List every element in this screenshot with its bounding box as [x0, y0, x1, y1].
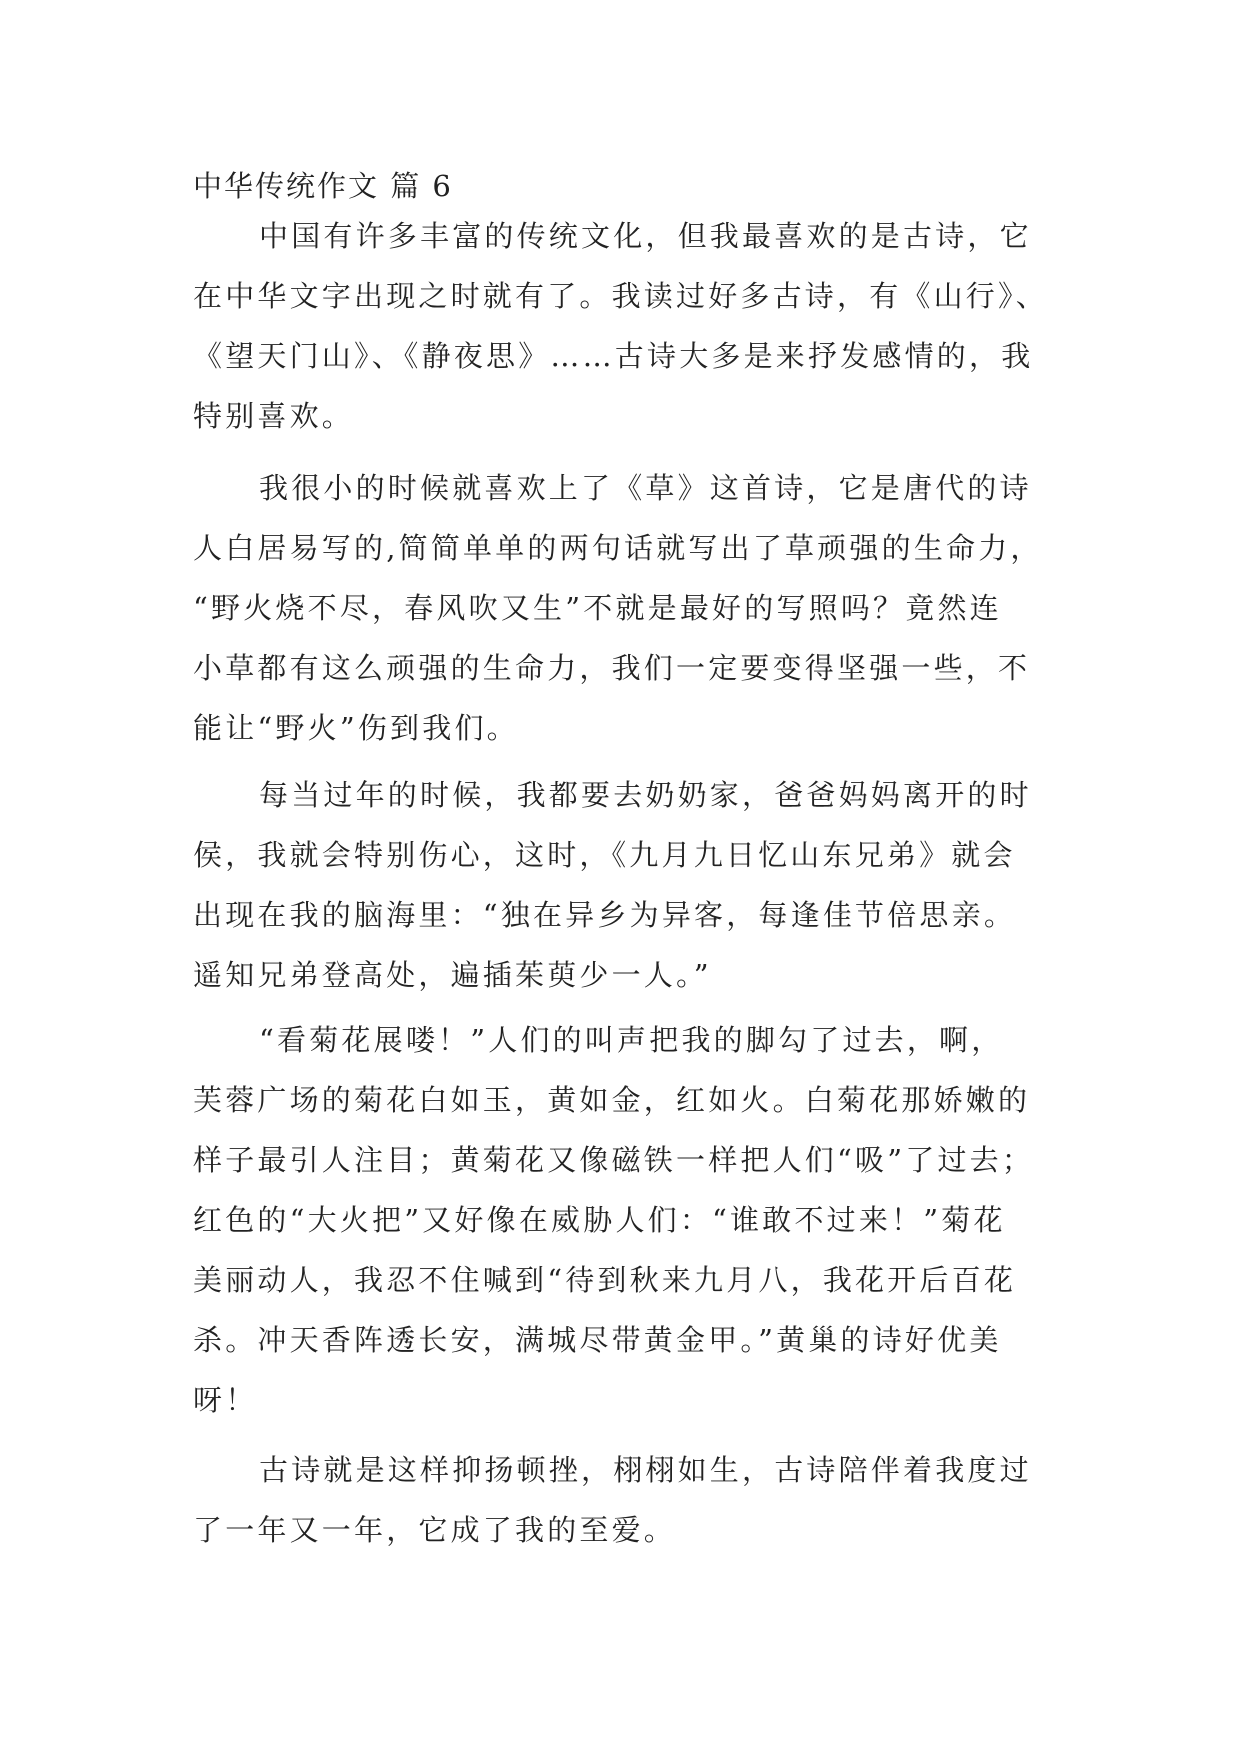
paragraph-line: 特别喜欢。	[193, 399, 355, 433]
paragraph-line: 美丽动人，我忍不住喊到“待到秋来九月八，我花开后百花	[193, 1263, 1017, 1297]
paragraph-line: “野火烧不尽，春风吹又生”不就是最好的写照吗？竟然连	[193, 591, 1002, 625]
paragraph-line: 芙蓉广场的菊花白如玉，黄如金，红如火。白菊花那娇嫩的	[193, 1083, 1031, 1117]
paragraph-line: 呀！	[193, 1383, 258, 1417]
paragraph-line: 小草都有这么顽强的生命力，我们一定要变得坚强一些，不	[193, 651, 1031, 685]
paragraph-line: 样子最引人注目；黄菊花又像磁铁一样把人们“吸”了过去；	[193, 1143, 1035, 1177]
paragraph-line: 杀。冲天香阵透长安，满城尽带黄金甲。”黄巢的诗好优美	[193, 1323, 1002, 1357]
paragraph-2	[193, 458, 1043, 758]
paragraph-line: 红色的“大火把”又好像在威胁人们：“谁敢不过来！”菊花	[193, 1203, 1006, 1237]
paragraph-line: 古诗就是这样抑扬顿挫，栩栩如生，古诗陪伴着我度过	[259, 1453, 1032, 1487]
paragraph-line: 能让“野火”伤到我们。	[193, 711, 519, 745]
paragraph-4	[193, 1010, 1034, 1430]
document-title: 中华传统作文 篇 6	[193, 169, 453, 203]
paragraph-line: 每当过年的时候，我都要去奶奶家，爸爸妈妈离开的时	[259, 778, 1032, 812]
paragraph-line: 了一年又一年，它成了我的至爱。	[193, 1513, 677, 1547]
paragraph-line: 遥知兄弟登高处，遍插茱萸少一人。”	[193, 958, 712, 992]
paragraph-line: 我很小的时候就喜欢上了《草》这首诗，它是唐代的诗	[259, 471, 1032, 505]
paragraph-3	[193, 765, 1032, 1005]
paragraph-line: 出现在我的脑海里：“独在异乡为异客，每逢佳节倍思亲。	[193, 898, 1017, 932]
paragraph-line: 人白居易写的,简简单单的两句话就写出了草顽强的生命力，	[193, 531, 1043, 565]
paragraph-line: 在中华文字出现之时就有了。我读过好多古诗，有《山行》、	[193, 279, 1048, 313]
paragraph-5	[193, 1440, 1032, 1560]
paragraph-line: 《望天门山》、《静夜思》……古诗大多是来抒发感情的，我	[193, 339, 1034, 373]
paragraph-line: “看菊花展喽！”人们的叫声把我的脚勾了过去，啊，	[259, 1023, 1004, 1057]
paragraph-line: 中国有许多丰富的传统文化，但我最喜欢的是古诗，它	[259, 219, 1032, 253]
paragraph-line: 侯，我就会特别伤心，这时，《九月九日忆山东兄弟》就会	[193, 838, 1016, 872]
paragraph-1	[193, 206, 1048, 446]
